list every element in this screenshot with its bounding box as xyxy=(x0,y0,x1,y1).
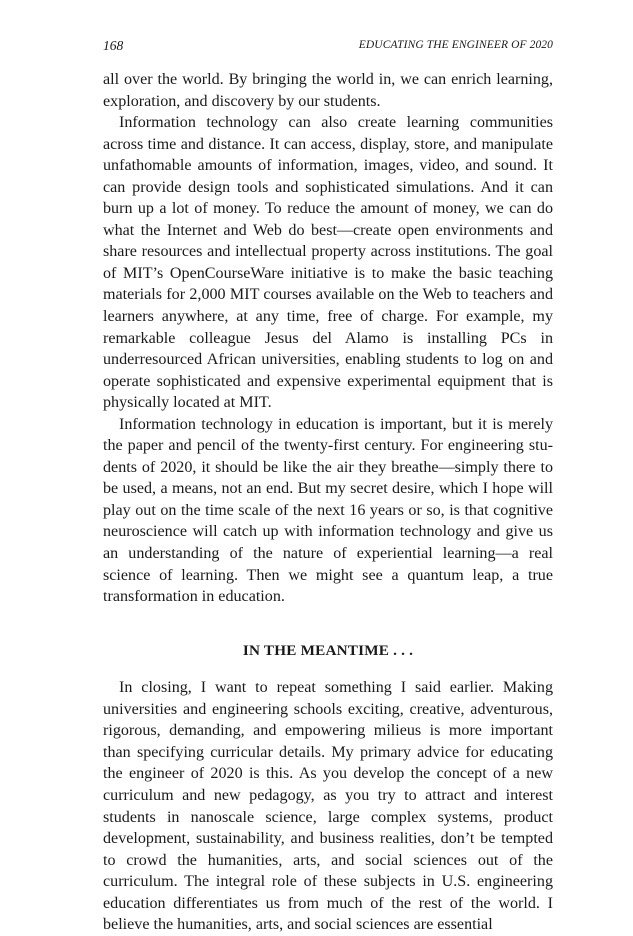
paragraph: Information technology can also create learning communities across time and distance. It can access, display, store, and manipulate unfathomable amounts of information, images, video, and sound. It can provide design tools and sophisticated simulations. And it can burn up a lot of money. To reduce the amount of money, we can do what the Internet and Web do best—create open environments and share resources and intellectual property across institutions. The goal of MIT’s OpenCourseWare initiative is to make the basic teaching materials for 2,000 MIT courses available on the Web to teachers and learners anywhere, at any time, free of charge. For example, my remarkable colleague Jesus del Alamo is installing PCs in underresourced African universities, enabling students to log on and operate sophisticated and expensive experimental equipment that is physically located at MIT. xyxy=(103,114,553,412)
paragraph: Information technology in education is important, but it is merely the paper and pencil of the twenty-first century. For engineering students of 2020, it should be like the air they breathe—simply there to be used, a means, not an end. But my secret desire, which I hope will play out on the time scale of the next 16 years or so, is that cognitive neuroscience will catch up with information technology and give us an understanding of the nature of experiential learning—a real science of learning. Then we might see a quantum leap, a true transformation in education. xyxy=(103,415,553,606)
page-number: 168 xyxy=(103,38,124,53)
running-header xyxy=(103,38,553,58)
section-heading: IN THE MEANTIME . . . xyxy=(242,641,414,659)
running-title: EDUCATING THE ENGINEER OF 2020 xyxy=(358,39,553,51)
body-text xyxy=(103,69,553,936)
paragraph: In closing, I want to repeat something I said earlier. Making universities and engineering schools exciting, creative, adventurous, rigorous, demanding, and empowering milieus is more important than specifying curricular details. My primary advice for educating the engineer of 2020 is this. As you develop the concept of a new curriculum and new pedagogy, as you try to attract and interest students in nanoscale science, large complex systems, product development, sustainability, and business realities, don’t be tempted to crowd the humanities, arts, and social sciences out of the curriculum. The integral role of these subjects in U.S. engineering education differentiates us from much of the rest of the world. I believe the humanities, arts, and social sciences are essential xyxy=(103,679,553,934)
paragraph-continued: all over the world. By bringing the world in, we can enrich learning, exploration, and discovery by our students. xyxy=(103,71,553,110)
